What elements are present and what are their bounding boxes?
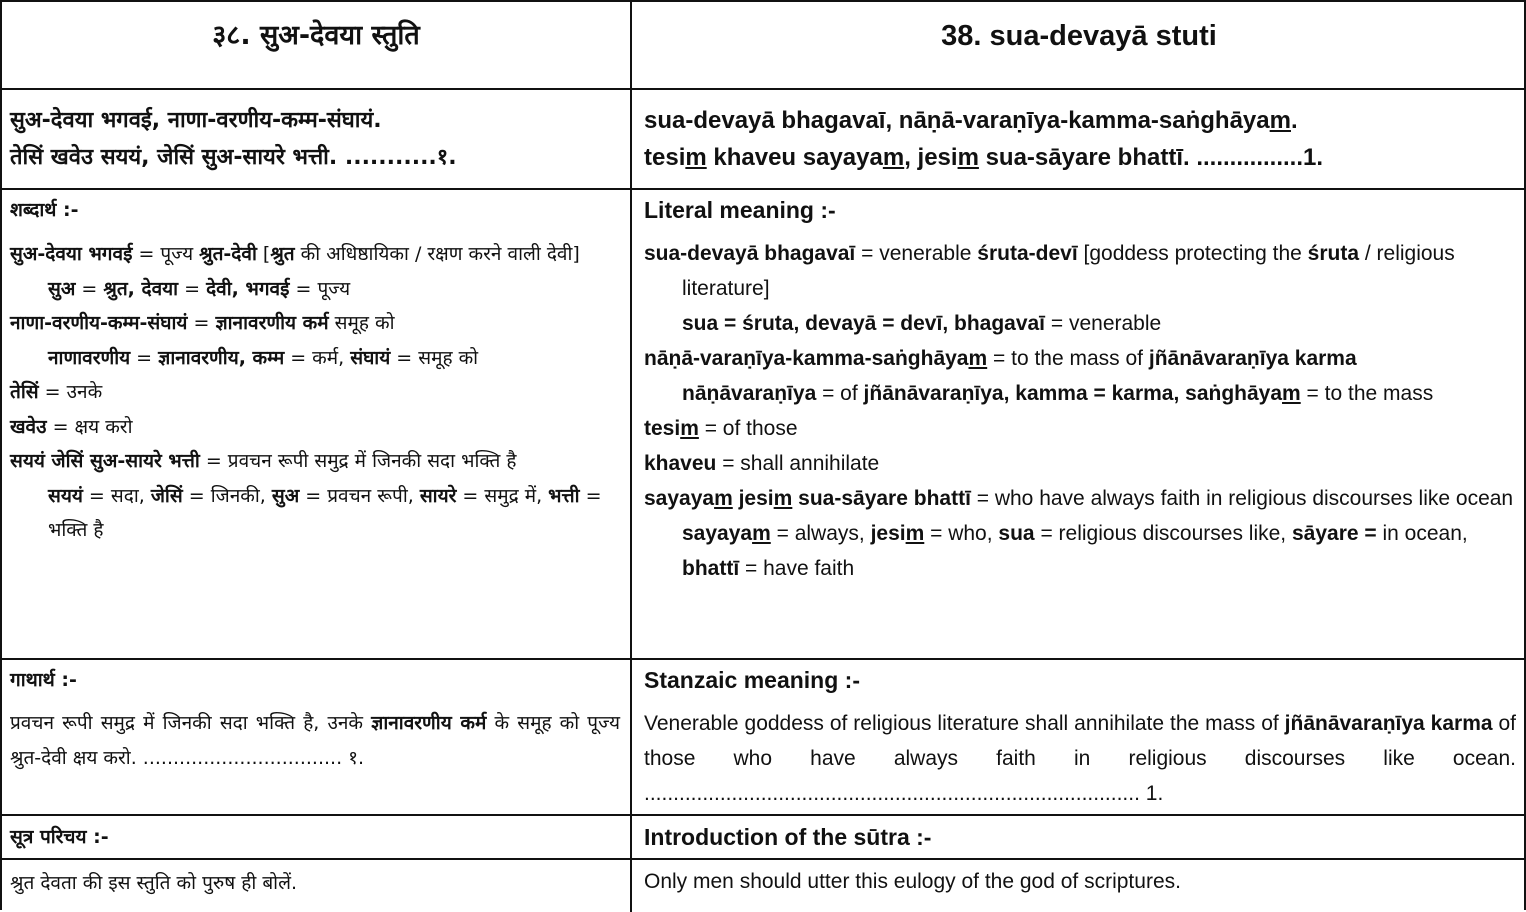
english-column <box>632 2 1526 912</box>
hindi-verse <box>10 102 620 176</box>
hindi-subterm-5: सययं = सदा, जेसिं = जिनकी, सुअ = प्रवचन रूपी, सायरे = समुद्र में, भत्ती = भक्ति है <box>48 484 602 541</box>
english-term-5: sayayam jesim sua-sāyare bhattī = who have always faith in religious discourses like ocean <box>644 487 1514 510</box>
english-subterm-1: sua = śruta, devayā = devī, bhagavaī = venerable <box>682 312 1162 335</box>
title-rule-right <box>632 88 1526 90</box>
hindi-intro-heading: सूत्र परिचय :- <box>10 826 109 848</box>
hindi-intro-text: श्रुत देवता की इस स्तुति को पुरुष ही बोलें. <box>10 872 298 894</box>
hindi-stanzaic-meaning: प्रवचन रूपी समुद्र में जिनकी सदा भक्ति है, उनके ज्ञानावरणीय कर्म के समूह को पूज्य श्रुत-देवी क्षय करो. ................................. १. <box>10 712 620 769</box>
hindi-term-1: सुअ-देवया भगवई = पूज्य श्रुत-देवी [श्रुत की अधिष्ठायिका / रक्षण करने वाली देवी] <box>10 243 580 265</box>
english-term-4: khaveu = shall annihilate <box>644 452 880 475</box>
hindi-term-5: सययं जेसिं सुअ-सायरे भत्ती = प्रवचन रूपी समुद्र में जिनकी सदा भक्ति है <box>10 450 517 472</box>
english-verse-line-2: tesim khaveu sayayam, jesim sua-sāyare bhattī. ................1. <box>644 144 1324 171</box>
english-term-1: sua-devayā bhagavaī = venerable śruta-devī [goddess protecting the śruta / religious literature] <box>644 242 1455 300</box>
english-term-3: tesim = of those <box>644 417 798 440</box>
english-verse <box>644 102 1516 176</box>
title-rule <box>2 88 630 90</box>
hindi-term-2: नाणा-वरणीय-कम्म-संघायं = ज्ञानावरणीय कर्म समूह को <box>10 312 395 334</box>
english-term-2: nāṇā-varaṇīya-kamma-saṅghāyam = to the mass of jñānāvaraṇīya karma <box>644 347 1357 370</box>
literal-rule-right <box>632 658 1526 660</box>
intro-rule <box>2 858 630 860</box>
english-verse-line-1: sua-devayā bhagavaī, nāṇā-varaṇīya-kamma-saṅghāyam. <box>644 107 1298 134</box>
hindi-title: ३८. सुअ-देवया स्तुति <box>212 20 420 51</box>
english-intro-text: Only men should utter this eulogy of the god of scriptures. <box>644 870 1181 893</box>
hindi-term-3: तेसिं = उनके <box>10 381 103 403</box>
stanzaic-rule-right <box>632 814 1526 816</box>
english-subterm-5: sayayam = always, jesim = who, sua = religious discourses like, sāyare = in ocean, bhattī = have faith <box>682 522 1468 580</box>
hindi-literal-heading: शब्दार्थ :- <box>10 199 79 221</box>
hindi-verse-line-1: सुअ-देवया भगवई, नाणा-वरणीय-कम्म-संघायं. <box>10 108 382 133</box>
stanzaic-rule <box>2 814 630 816</box>
hindi-column <box>2 2 630 912</box>
hindi-subterm-2: नाणावरणीय = ज्ञानावरणीय, कम्म = कर्म, संघायं = समूह को <box>48 346 479 369</box>
hindi-literal-meaning <box>10 237 620 548</box>
hindi-subterm-1: सुअ = श्रुत, देवया = देवी, भगवई = पूज्य <box>48 277 351 300</box>
english-intro-heading: Introduction of the sūtra :- <box>644 824 932 850</box>
hindi-verse-line-2: तेसिं खवेउ सययं, जेसिं सुअ-सायरे भत्ती. ...........१. <box>10 145 457 170</box>
hindi-term-4: खवेउ = क्षय करो <box>10 415 133 438</box>
english-literal-heading: Literal meaning :- <box>644 197 836 223</box>
hindi-stanzaic-heading: गाथार्थ :- <box>10 669 77 691</box>
english-subterm-2: nāṇāvaraṇīya = of jñānāvaraṇīya, kamma = karma, saṅghāyam = to the mass <box>682 382 1434 405</box>
english-title: 38. sua-devayā stuti <box>941 20 1217 52</box>
verse-rule <box>2 188 630 190</box>
english-literal-meaning <box>644 236 1516 586</box>
intro-rule-right <box>632 858 1526 860</box>
english-stanzaic-heading: Stanzaic meaning :- <box>644 667 860 693</box>
literal-rule <box>2 658 630 660</box>
english-stanzaic-meaning: Venerable goddess of religious literature shall annihilate the mass of jñānāvaraṇīya karma of those who have always faith in religious discourses like ocean. ..................................................................................... 1. <box>644 712 1516 805</box>
verse-rule-right <box>632 188 1526 190</box>
